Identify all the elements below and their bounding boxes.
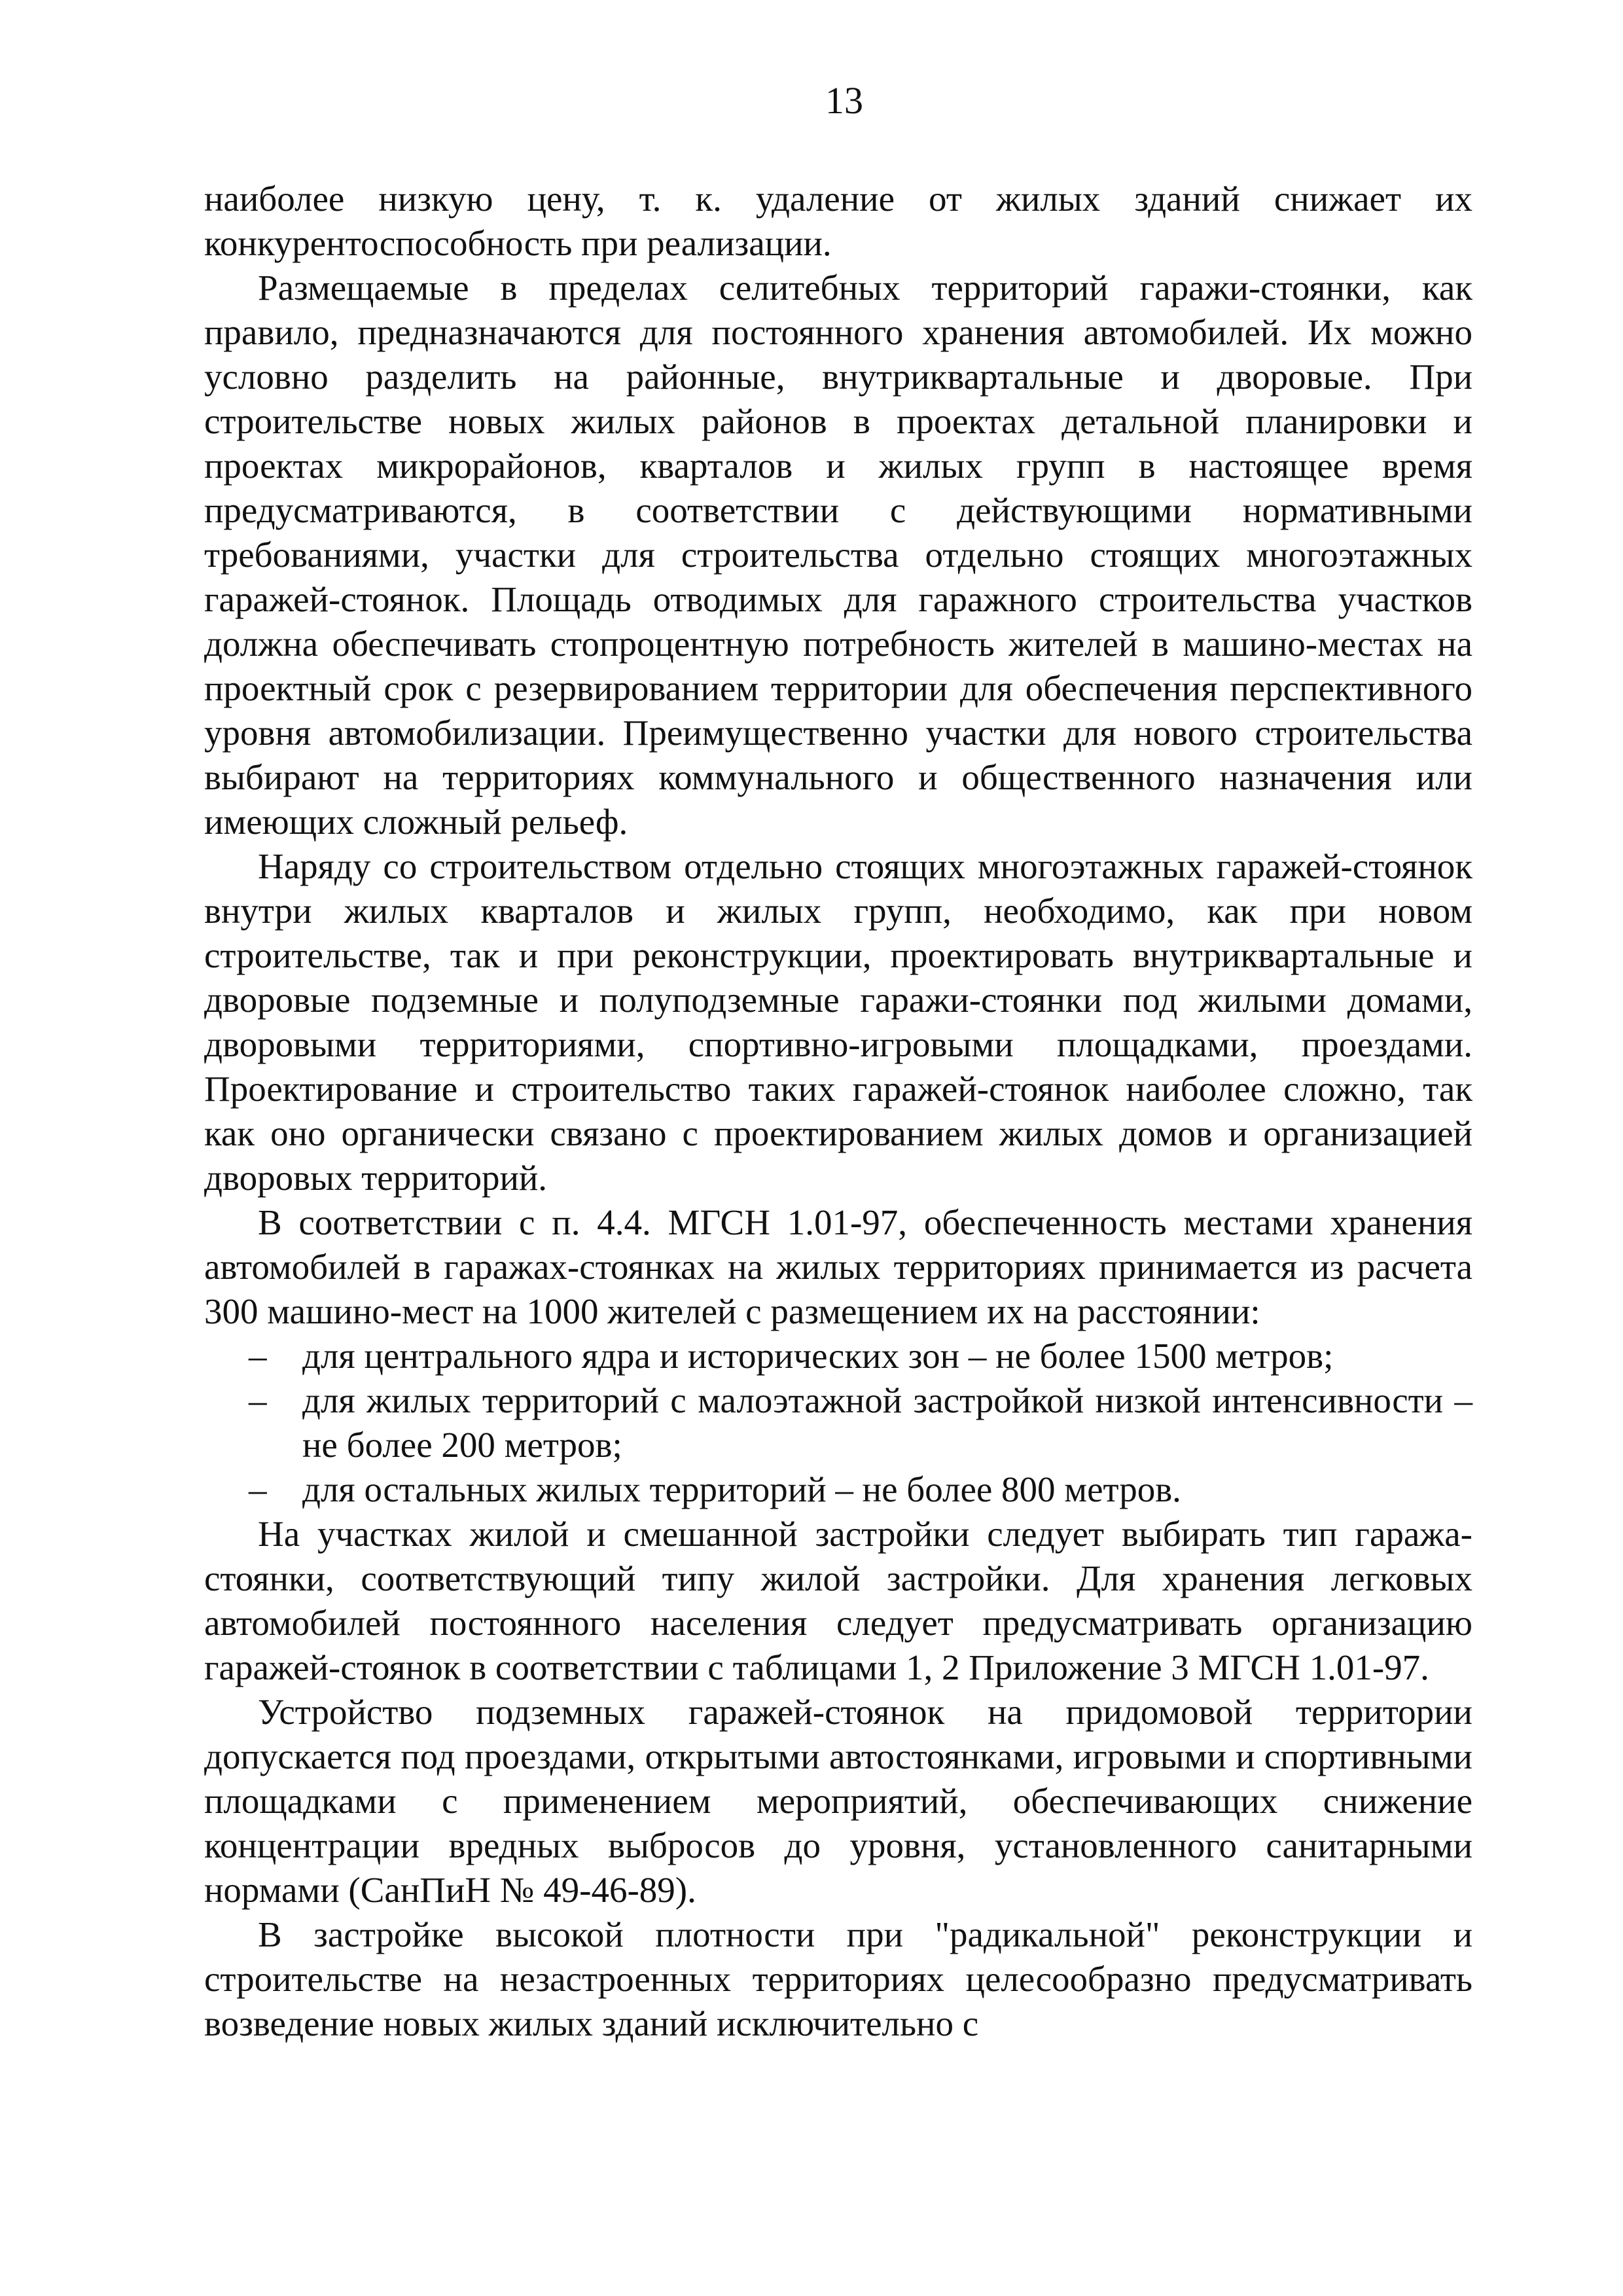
list-item-text: для центрального ядра и исторических зон – не более 1500 метров; xyxy=(302,1336,1334,1376)
paragraph-mgsn-norms: В соответствии с п. 4.4. МГСН 1.01-97, обеспеченность местами хранения автомобилей в гаражах-стоянках на жилых территориях принимается из расчета 300 машино-мест на 1000 жителей с размещением их на расстоянии: xyxy=(204,1202,1472,1331)
list-item xyxy=(204,1467,1472,1512)
list-item-text: для остальных жилых территорий – не более 800 метров. xyxy=(302,1469,1181,1509)
list-item xyxy=(204,1334,1472,1378)
list-item xyxy=(204,1378,1472,1467)
list-item-text: для жилых территорий с малоэтажной застройкой низкой интенсивности – не более 200 метров; xyxy=(302,1380,1472,1465)
paragraph-garage-type: На участках жилой и смешанной застройки следует выбирать тип гаража-стоянки, соответствующий типу жилой застройки. Для хранения легковых автомобилей постоянного населения следует предусматривать организацию гаражей-стоянок в соответствии с таблицами 1, 2 Приложение 3 МГСН 1.01-97. xyxy=(204,1514,1472,1687)
body-text xyxy=(204,177,1472,2046)
paragraph-underground-garages: Наряду со строительством отдельно стоящих многоэтажных гаражей-стоянок внутри жилых кварталов и жилых групп, необходимо, как при новом строительстве, так и при реконструкции, проектировать внутриквартальные и дворовые подземные и полуподземные гаражи-стоянки под жилыми домами, дворовыми территориями, спортивно-игровыми площадками, проездами. Проектирование и строительство таких гаражей-стоянок наиболее сложно, так как оно органически связано с проектированием жилых домов и организацией дворовых территорий. xyxy=(204,846,1472,1198)
distance-list xyxy=(204,1334,1472,1512)
paragraph-underground-device: Устройство подземных гаражей-стоянок на придомовой территории допускается под проездами, открытыми автостоянками, игровыми и спортивными площадками с применением мероприятий, обеспечивающих снижение концентрации вредных выбросов до уровня, установленного санитарными нормами (СанПиН № 49-46-89). xyxy=(204,1692,1472,1910)
list-dash: – xyxy=(249,1380,267,1420)
paragraph-garages-placement: Размещаемые в пределах селитебных территорий гаражи-стоянки, как правило, предназначаются для постоянного хранения автомобилей. Их можно условно разделить на районные, внутриквартальные и дворовые. При строительстве новых жилых районов в проектах детальной планировки и проектах микрорайонов, кварталов и жилых групп в настоящее время предусматриваются, в соответствии с действующими нормативными требованиями, участки для строительства отдельно стоящих многоэтажных гаражей-стоянок. Площадь отводимых для гаражного строительства участков должна обеспечивать стопроцентную потребность жителей в машино-местах на проектный срок с резервированием территории для обеспечения перспективного уровня автомобилизации. Преимущественно участки для нового строительства выбирают на территориях коммунального и общественного назначения или имеющих сложный рельеф. xyxy=(204,268,1472,842)
paragraph-high-density: В застройке высокой плотности при "радикальной" реконструкции и строительстве на незастроенных территориях целесообразно предусматривать возведение новых жилых зданий исключительно с xyxy=(204,1914,1472,2043)
list-dash: – xyxy=(249,1469,267,1509)
list-dash: – xyxy=(249,1336,267,1376)
page-number: 13 xyxy=(825,79,863,122)
paragraph-continuation: наиболее низкую цену, т. к. удаление от жилых зданий снижает их конкурентоспособность при реализации. xyxy=(204,179,1472,263)
